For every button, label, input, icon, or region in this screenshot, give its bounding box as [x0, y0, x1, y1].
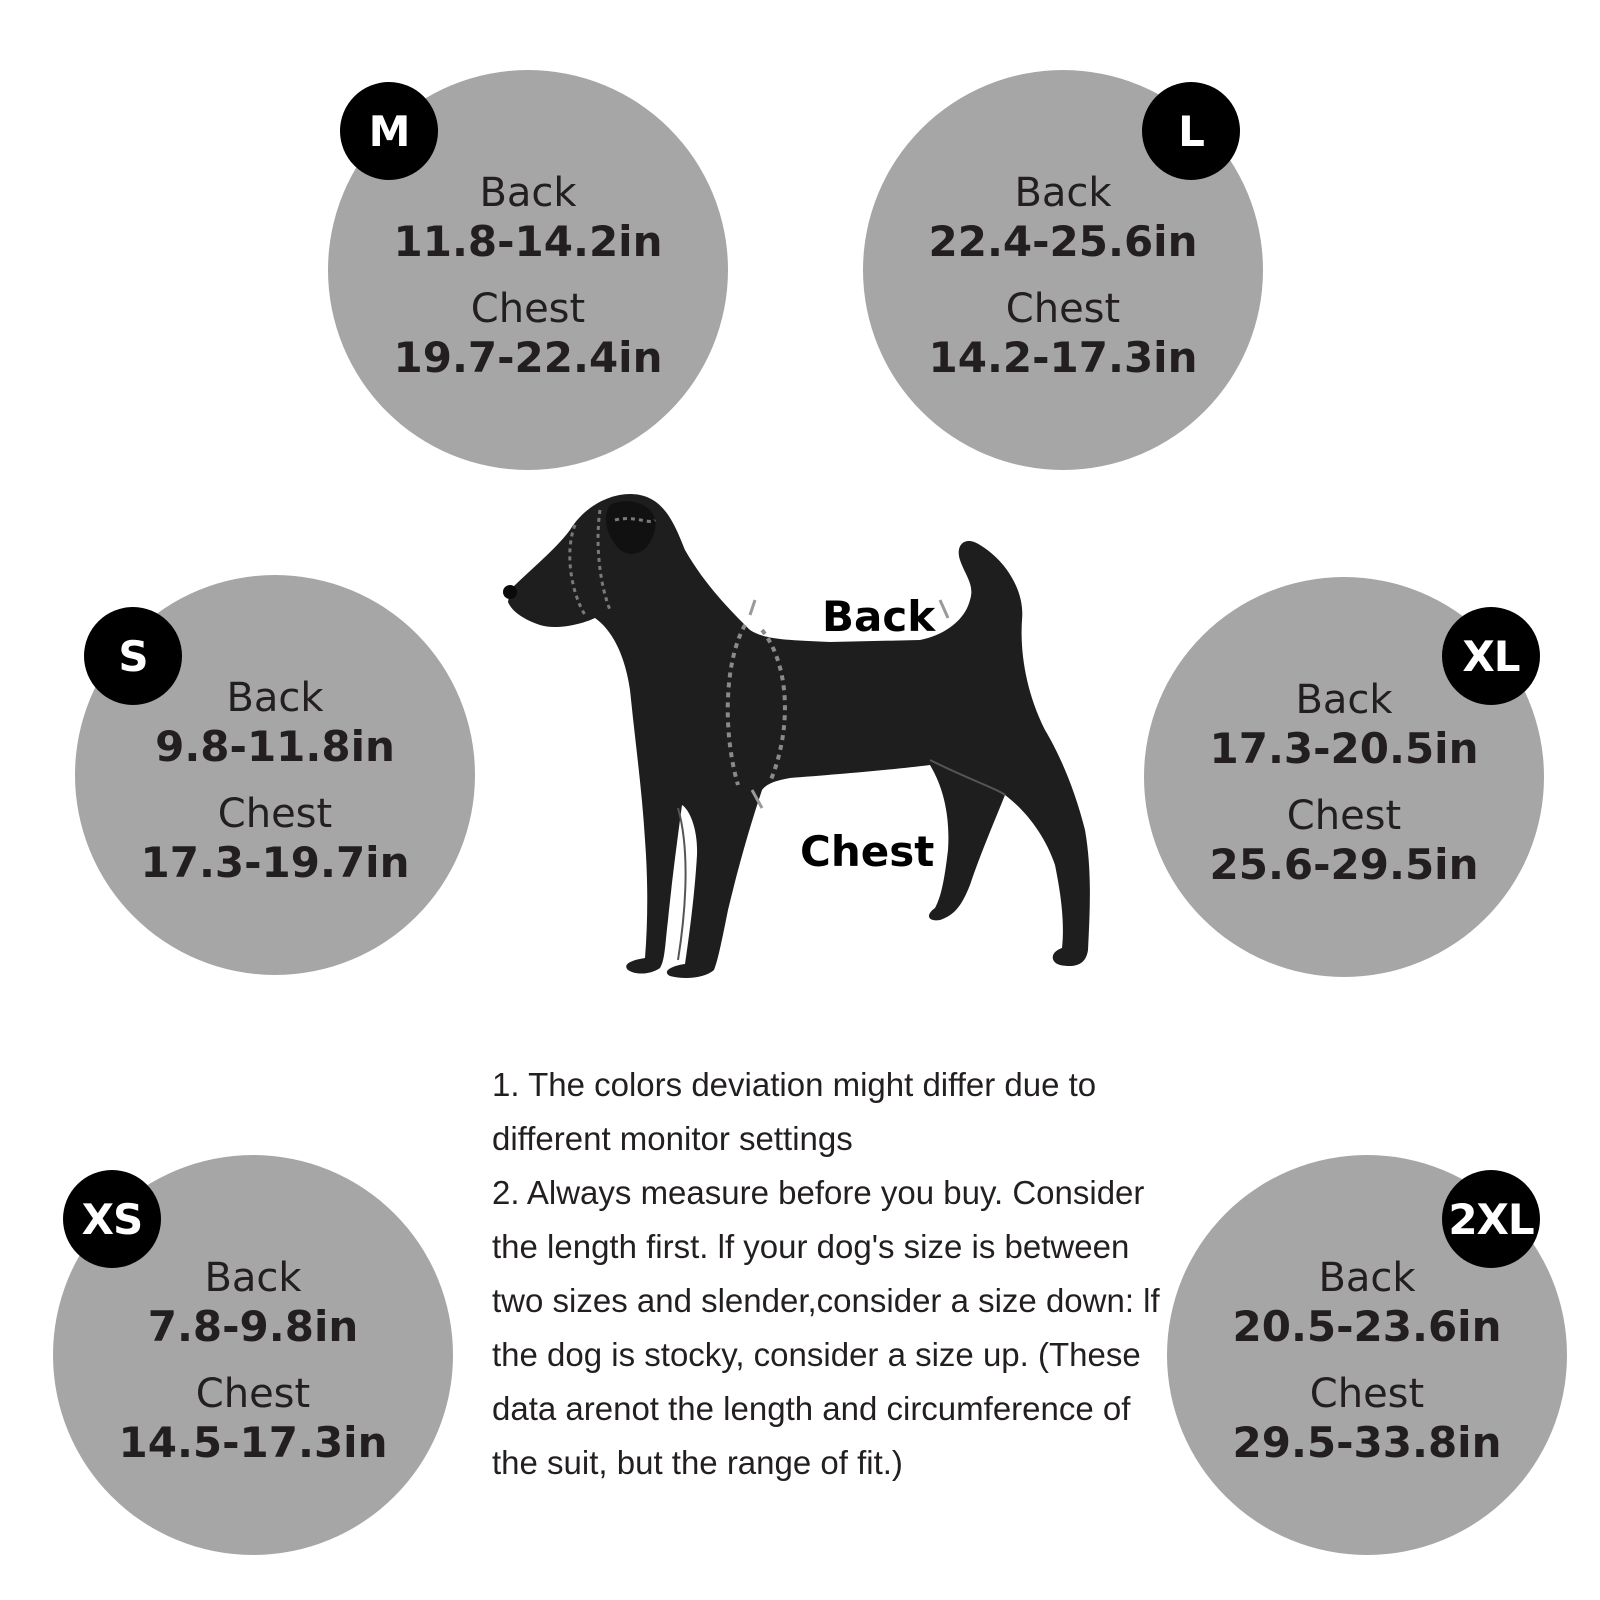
back-value: 22.4-25.6in — [928, 217, 1198, 266]
chest-value: 29.5-33.8in — [1232, 1418, 1502, 1467]
chest-value: 19.7-22.4in — [393, 333, 663, 382]
chest-value: 25.6-29.5in — [1209, 840, 1479, 889]
back-value: 11.8-14.2in — [393, 217, 663, 266]
sizing-notes — [492, 1058, 1172, 1490]
note-measure: 2. Always measure before you buy. Consider the length first. lf your dog's size is between two sizes and slender,consider a size down: lf the dog is stocky, consider a size up. (These data arenot the length and circumference of the suit, but the range of fit.) — [492, 1174, 1160, 1481]
back-label: Back — [1014, 170, 1112, 216]
chest-value: 17.3-19.7in — [140, 838, 410, 887]
back-label: Back — [1295, 677, 1393, 723]
diagram-chest-label: Chest — [800, 827, 935, 876]
size-badge-xl: XL — [1442, 607, 1540, 705]
size-badge-s: S — [84, 607, 182, 705]
chest-label: Chest — [1309, 1371, 1425, 1417]
back-value: 20.5-23.6in — [1232, 1302, 1502, 1351]
chest-value: 14.5-17.3in — [118, 1418, 388, 1467]
chest-label: Chest — [1286, 793, 1402, 839]
back-label: Back — [1318, 1255, 1416, 1301]
chest-label: Chest — [217, 791, 333, 837]
size-badge-2xl: 2XL — [1442, 1170, 1540, 1268]
back-label: Back — [226, 675, 324, 721]
back-label: Back — [204, 1255, 302, 1301]
size-badge-l: L — [1142, 82, 1240, 180]
back-value: 17.3-20.5in — [1209, 724, 1479, 773]
chest-label: Chest — [1005, 286, 1121, 332]
back-value: 9.8-11.8in — [155, 722, 395, 771]
diagram-back-label: Back — [822, 592, 936, 641]
chest-label: Chest — [470, 286, 586, 332]
note-colors: 1. The colors deviation might differ due to different monitor settings — [492, 1066, 1097, 1157]
size-badge-xs: XS — [63, 1170, 161, 1268]
chest-label: Chest — [195, 1371, 311, 1417]
size-badge-m: M — [340, 82, 438, 180]
back-label: Back — [479, 170, 577, 216]
back-value: 7.8-9.8in — [147, 1302, 359, 1351]
chest-value: 14.2-17.3in — [928, 333, 1198, 382]
dog-silhouette-illustration — [500, 490, 1120, 1010]
